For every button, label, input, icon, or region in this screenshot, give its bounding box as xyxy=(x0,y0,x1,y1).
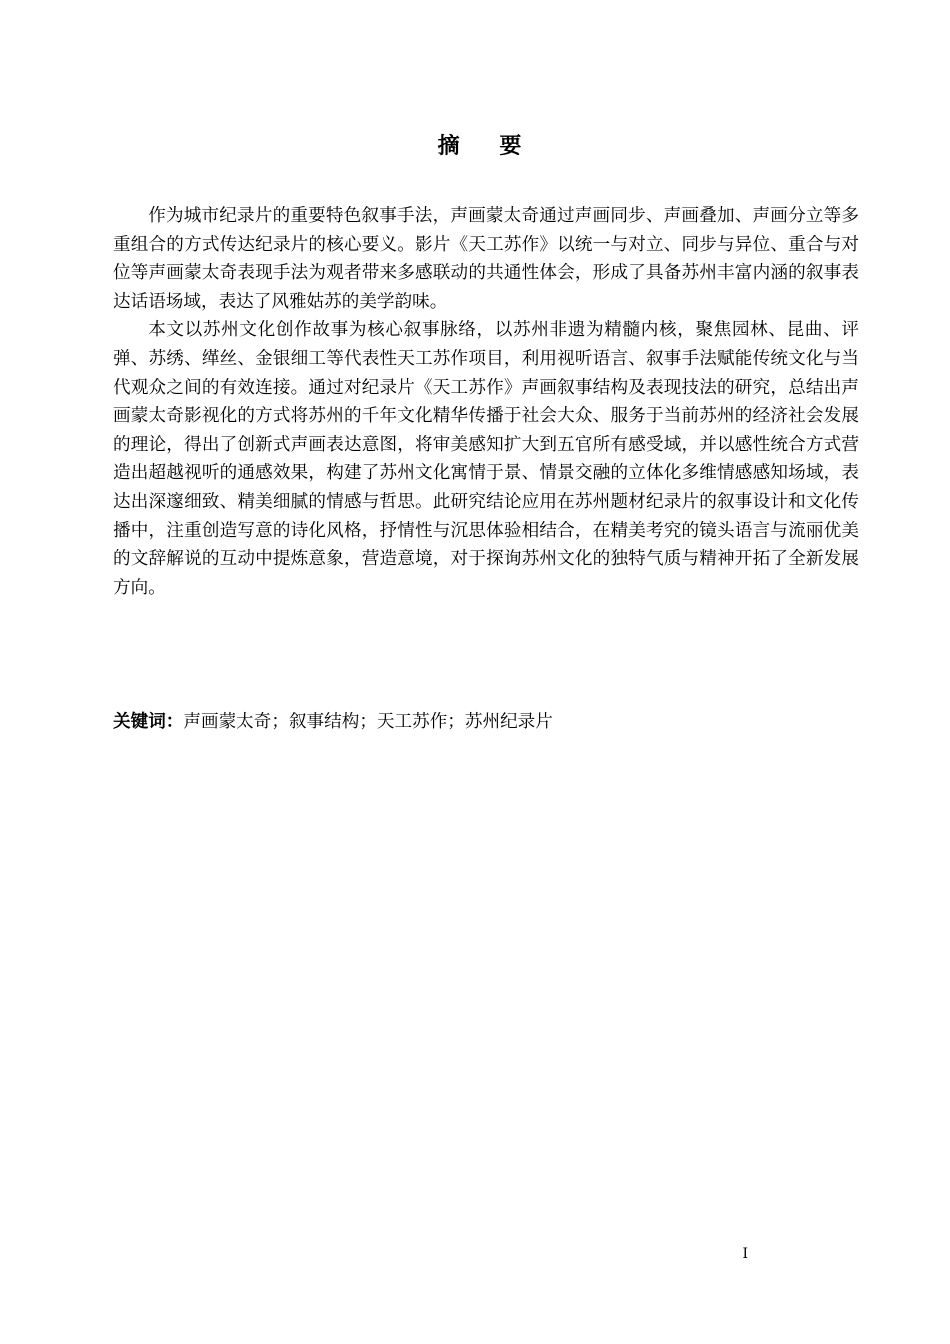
keywords-line xyxy=(113,708,859,736)
page-number: I xyxy=(742,1246,748,1262)
abstract-paragraph-1: 作为城市纪录片的重要特色叙事手法，声画蒙太奇通过声画同步、声画叠加、声画分立等多重组合的方式传达纪录片的核心要义。影片《天工苏作》以统一与对立、同步与异位、重合与对位等声画蒙太奇表现手法为观者带来多感联动的共通性体会，形成了具备苏州丰富内涵的叙事表达话语场域，表达了风雅姑苏的美学韵味。 xyxy=(113,206,859,312)
abstract-title: 摘 要 xyxy=(437,134,538,159)
abstract-paragraph-2: 本文以苏州文化创作故事为核心叙事脉络，以苏州非遗为精髓内核，聚焦园林、昆曲、评弹、苏绣、缂丝、金银细工等代表性天工苏作项目，利用视听语言、叙事手法赋能传统文化与当代观众之间的有效连接。通过对纪录片《天工苏作》声画叙事结构及表现技法的研究，总结出声画蒙太奇影视化的方式将苏州的千年文化精华传播于社会大众、服务于当前苏州的经济社会发展的理论，得出了创新式声画表达意图，将审美感知扩大到五官所有感受域，并以感性统合方式营造出超越视听的通感效果，构建了苏州文化寓情于景、情景交融的立体化多维情感感知场域，表达出深邃细致、精美细腻的情感与哲思。此研究结论应用在苏州题材纪录片的叙事设计和文化传播中，注重创造写意的诗化风格，抒情性与沉思体验相结合，在精美考究的镜头语言与流丽优美的文辞解说的互动中提炼意象，营造意境，对于探询苏州文化的独特气质与精神开拓了全新发展方向。 xyxy=(113,320,859,598)
keywords-label: 关键词： xyxy=(113,712,184,732)
abstract-body xyxy=(113,202,859,602)
keywords-list: 声画蒙太奇；叙事结构；天工苏作；苏州纪录片 xyxy=(183,712,553,732)
